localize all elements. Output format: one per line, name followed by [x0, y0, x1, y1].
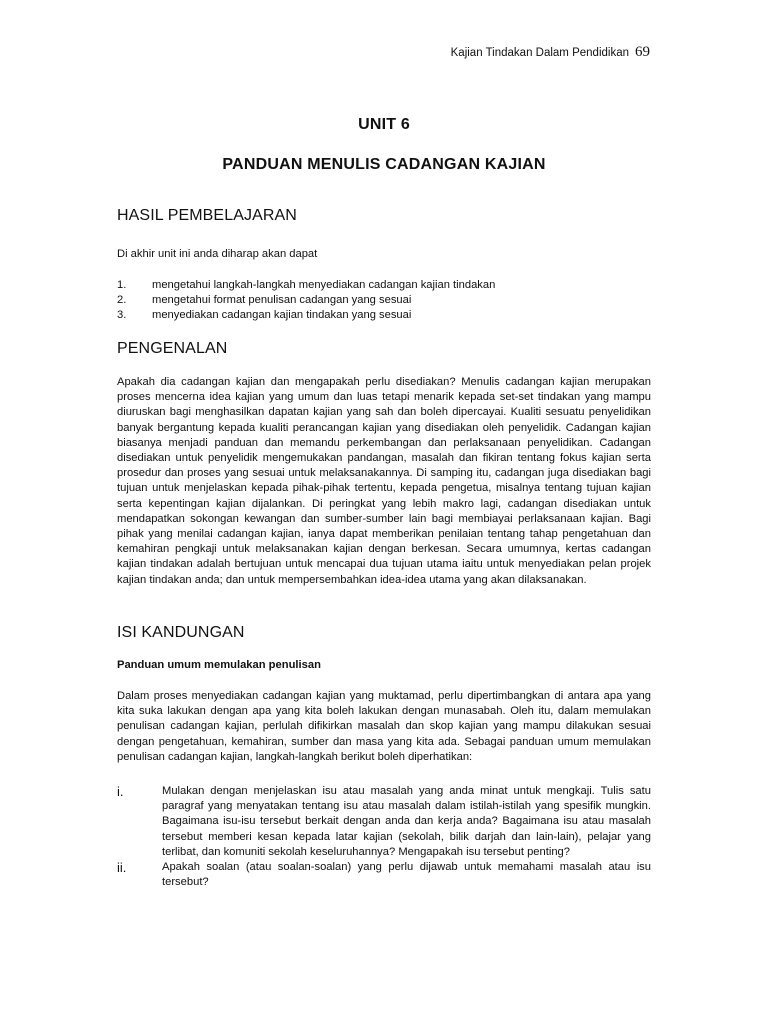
- step-number: i.: [117, 784, 124, 799]
- list-item: [117, 784, 651, 860]
- list-item-text: mengetahui langkah-langkah menyediakan cadangan kajian tindakan: [152, 279, 496, 291]
- contents-heading: ISI KANDUNGAN: [117, 624, 245, 641]
- list-item: [117, 308, 651, 323]
- list-item-number: 2.: [117, 294, 127, 307]
- list-item-number: 1.: [117, 279, 127, 291]
- list-item-text: mengetahui format penulisan cadangan yang sesuai: [152, 294, 412, 307]
- learning-outcomes-list: [117, 278, 651, 324]
- contents-paragraph: Dalam proses menyediakan cadangan kajian yang muktamad, perlu dipertimbangkan di antara apa yang kita suka lakukan dengan apa yang kita boleh lakukan dengan munasabah. Oleh itu, dalam memulakan penulisan cadangan kajian, perlulah difikirkan masalah dan skop kajian yang mampu dilakukan sesuai dengan pengetahuan, kemahiran, sumber dan masa yang kita ada. Sebagai panduan umum memulakan penulisan cadangan kajian, langkah-langkah berikut boleh diperhatikan:: [117, 690, 651, 763]
- introduction-heading: PENGENALAN: [117, 340, 228, 357]
- list-item-text: menyediakan cadangan kajian tindakan yang sesuai: [152, 309, 412, 322]
- introduction-paragraph: Apakah dia cadangan kajian dan mengapakah perlu disediakan? Menulis cadangan kajian merupakan proses mencerna idea kajian yang umum dan luas tetapi menarik kepada set-set tindakan yang mampu diuruskan bagi menghasilkan dapatan kajian yang sah dan boleh dipercayai. Kualiti sesuatu penyelidikan banyak bergantung kepada kualiti perancangan kajian yang disediakan oleh penyelidik. Cadangan kajian biasanya menjadi panduan dan memandu perkembangan dan perlaksanaan penyelidikan. Cadangan disediakan untuk penyelidik mengemukakan pandangan, masalah dan fikiran tentang fokus kajian serta prosedur dan proses yang sesuai untuk melaksanakannya. Di samping itu, cadangan juga disediakan bagi tujuan untuk menjelaskan kepada pihak-pihak tertentu, kepada pengetua, misalnya tentang tujuan kajian serta kepentingan kajian dijalankan. Di peringkat yang lebih makro lagi, cadangan disediakan untuk mendapatkan sokongan kewangan dan sumber-sumber lain bagi membiayai perlaksanaan kajian. Bagi pihak yang menilai cadangan kajian, ianya dapat memberikan penilaian tentang tahap pengetahuan dan kemahiran pengkaji untuk melaksanakan kajian dengan berkesan. Secara umumnya, kertas cadangan kajian tindakan adalah bertujuan untuk mencapai dua tujuan utama iaitu untuk menyediakan pelan projek kajian tindakan anda; dan untuk mempersembahkan idea-idea utama yang akan dilaksanakan.: [117, 376, 651, 586]
- contents-subheading: Panduan umum memulakan penulisan: [117, 659, 321, 671]
- learning-outcomes-heading: HASIL PEMBELAJARAN: [117, 207, 297, 224]
- running-header: [451, 44, 650, 61]
- list-item-number: 3.: [117, 309, 127, 322]
- list-item: [117, 293, 651, 308]
- step-number: ii.: [117, 860, 127, 876]
- chapter-title: PANDUAN MENULIS CADANGAN KAJIAN: [222, 156, 546, 173]
- running-title: Kajian Tindakan Dalam Pendidikan: [450, 47, 629, 59]
- learning-outcomes-intro: Di akhir unit ini anda diharap akan dapat: [117, 248, 318, 260]
- page-number: 69: [635, 44, 650, 60]
- list-item: [117, 860, 651, 890]
- unit-label: UNIT 6: [358, 116, 410, 133]
- step-text: Apakah soalan (atau soalan-soalan) yang perlu dijawab untuk memahami masalah atau isu tersebut?: [162, 861, 651, 889]
- step-text: Mulakan dengan menjelaskan isu atau masalah yang anda minat untuk mengkaji. Tulis satu paragraf yang menyatakan tentang isu atau masalah dalam istilah-istilah yang spesifik mungkin. Bagaimana isu-isu tersebut berkait dengan anda dan kerja anda? Bagaimana isu atau masalah tersebut memberi kesan kepada latar kajian (sekolah, bilik darjah dan lain-lain), pelajar yang terlibat, dan komuniti sekolah keseluruhannya? Mengapakah isu tersebut penting?: [162, 785, 651, 858]
- list-item: [117, 278, 651, 293]
- steps-list: [117, 784, 651, 890]
